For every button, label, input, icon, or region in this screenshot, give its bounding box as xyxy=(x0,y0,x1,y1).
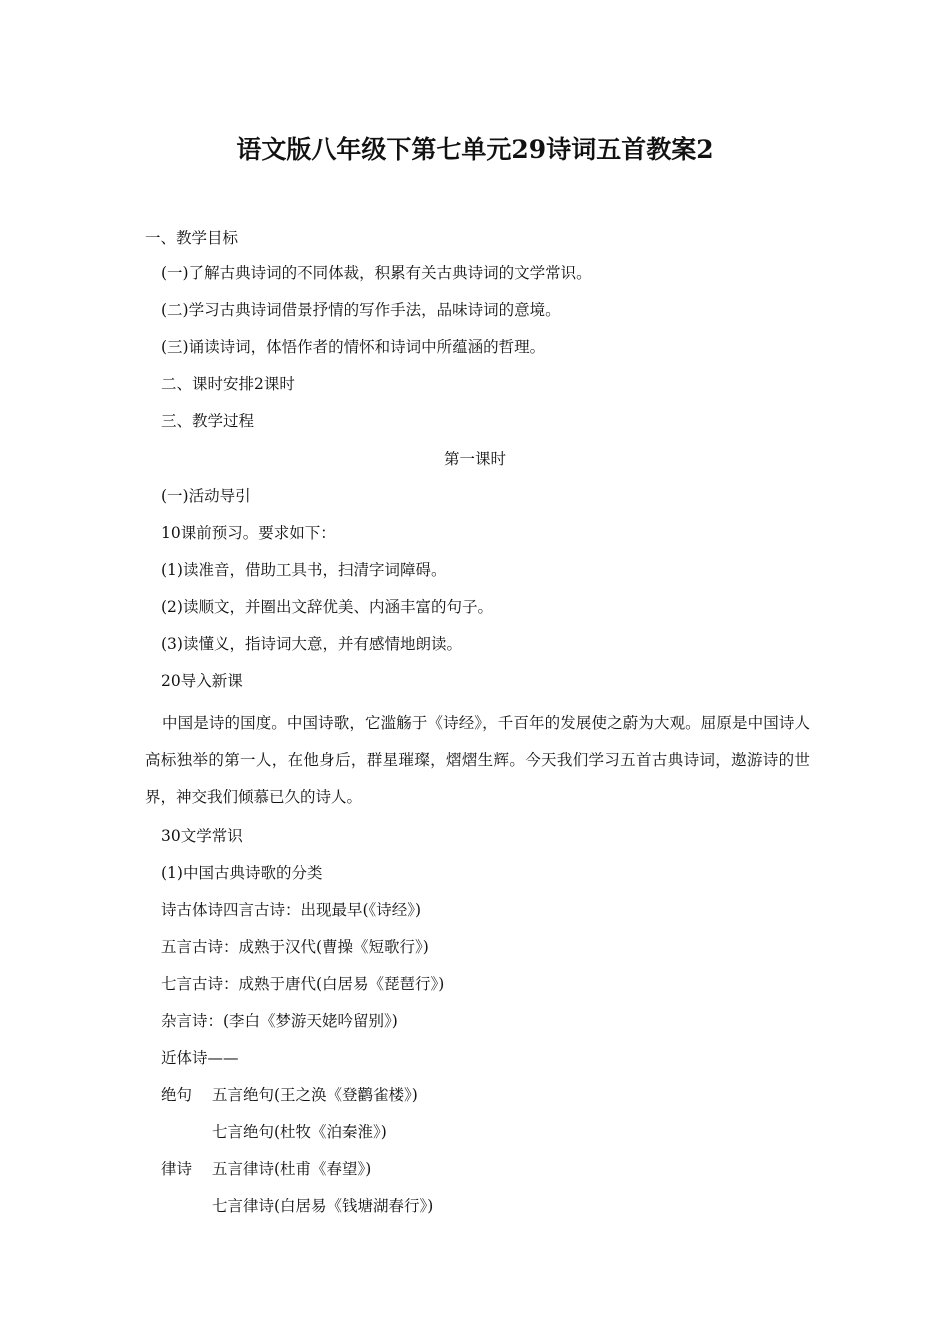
document-title: 语文版八年级下第七单元29诗词五首教案2 xyxy=(236,135,714,164)
lvshi-seven: 七言律诗(白居易《钱塘湖春行》) xyxy=(212,1197,434,1215)
ancient-four-character: 诗古体诗四言古诗：出现最早(《诗经》) xyxy=(161,901,422,919)
step-literature: 30文学常识 xyxy=(161,827,243,845)
step-preview: 10课前预习。要求如下： xyxy=(161,524,336,542)
objective-1: (一)了解古典诗词的不同体裁，积累有关古典诗词的文学常识。 xyxy=(161,264,592,282)
jueju-seven: 七言绝句(杜牧《泊秦淮》) xyxy=(212,1123,387,1141)
lesson-one-heading: 第一课时 xyxy=(443,450,506,468)
step-intro: 20导入新课 xyxy=(161,672,243,690)
lvshi-row xyxy=(161,1158,371,1180)
requirement-1: (1)读准音，借助工具书，扫清字词障碍。 xyxy=(161,561,447,579)
ancient-five-character: 五言古诗：成熟于汉代(曹操《短歌行》) xyxy=(161,938,429,956)
objectives-heading: 一、教学目标 xyxy=(145,229,239,247)
objective-3: (三)诵读诗词，体悟作者的情怀和诗词中所蕴涵的哲理。 xyxy=(161,338,546,356)
jueju-five: 五言绝句(王之涣《登鹳雀楼》) xyxy=(212,1086,418,1104)
activity-heading: (一)活动导引 xyxy=(161,487,251,505)
requirement-2: (2)读顺文，并圈出文辞优美、内涵丰富的句子。 xyxy=(161,598,493,616)
modern-style-heading: 近体诗—— xyxy=(161,1049,239,1067)
lvshi-label: 律诗 xyxy=(161,1160,193,1178)
jueju-label: 绝句 xyxy=(161,1086,193,1104)
jueju-row xyxy=(161,1084,418,1106)
process-heading: 三、教学过程 xyxy=(161,412,255,430)
lvshi-five: 五言律诗(杜甫《春望》) xyxy=(212,1160,372,1178)
classification-heading: (1)中国古典诗歌的分类 xyxy=(161,864,323,882)
ancient-mixed: 杂言诗：(李白《梦游天姥吟留别》) xyxy=(161,1012,398,1030)
schedule-heading: 二、课时安排2课时 xyxy=(161,375,295,393)
intro-paragraph: 中国是诗的国度。中国诗歌，它滥觞于《诗经》，千百年的发展使之蔚为大观。屈原是中国诗人高标独举的第一人，在他身后，群星璀璨，熠熠生辉。今天我们学习五首古典诗词，遨游诗的世界，神交我们倾慕已久的诗人。 xyxy=(145,714,810,806)
objective-2: (二)学习古典诗词借景抒情的写作手法，品味诗词的意境。 xyxy=(161,301,561,319)
ancient-seven-character: 七言古诗：成熟于唐代(白居易《琵琶行》) xyxy=(161,975,445,993)
requirement-3: (3)读懂义，指诗词大意，并有感情地朗读。 xyxy=(161,635,462,653)
